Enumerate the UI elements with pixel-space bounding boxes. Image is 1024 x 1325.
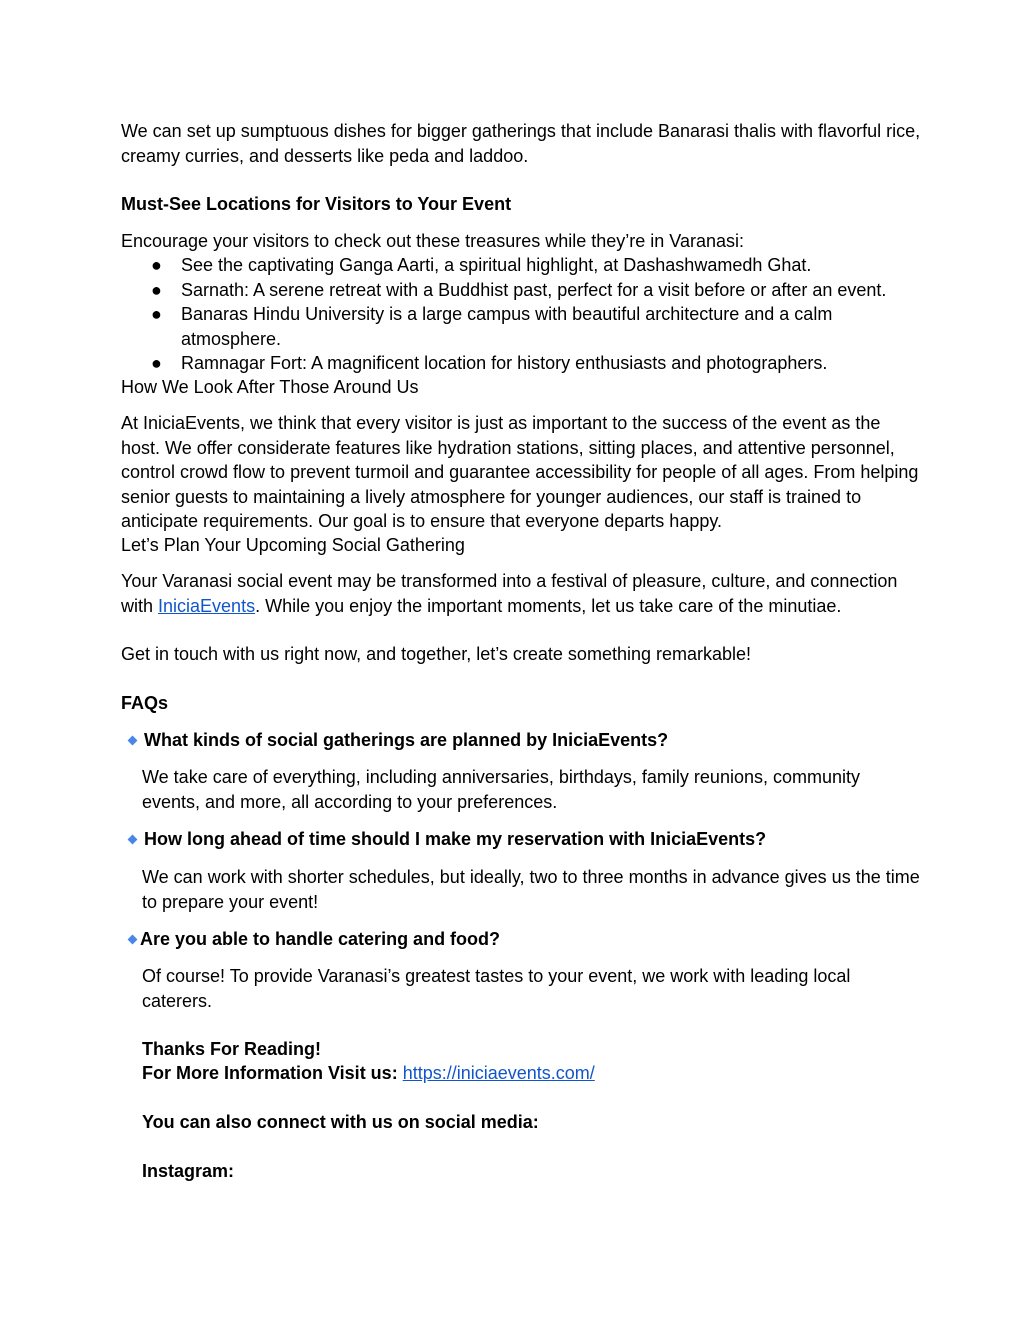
plan-paragraph: Your Varanasi social event may be transformed into a festival of pleasure, culture, and connection with IniciaEvents. While you enjoy the important moments, let us take care of the minutiae.: [121, 571, 898, 616]
instagram-label: Instagram:: [142, 1161, 235, 1181]
faq-question: Are you able to handle catering and food?: [126, 927, 921, 952]
bullet-icon: ●: [151, 279, 162, 300]
locations-list: [121, 253, 921, 376]
bullet-icon: ●: [151, 353, 162, 373]
faq-answer: We take care of everything, including anniversaries, birthdays, family reunions, community events, and more, all according to your preferences.: [142, 767, 860, 812]
list-item: ● Sarnath: A serene retreat with a Buddhist past, perfect for a visit before or after an event.: [121, 278, 921, 303]
bullet-icon: ●: [151, 304, 162, 324]
care-body: At IniciaEvents, we think that every visitor is just as important to the success of the event as the host. We offer considerate features like hydration stations, sitting places, and attentive personnel, control crowd flow to prevent turmoil and guarantee accessibility for people of all ages. From helping senior guests to maintaining a lively atmosphere for younger audiences, our staff is trained to anticipate requirements. Our goal is to ensure that everyone departs happy.: [121, 413, 919, 531]
iniciaevents-link[interactable]: IniciaEvents: [158, 595, 256, 616]
diamond-bullet-icon: [128, 735, 138, 745]
bullet-icon: ●: [151, 255, 162, 275]
faqs-heading: FAQs: [121, 693, 169, 713]
list-item: ● See the captivating Ganga Aarti, a spiritual highlight, at Dashashwamedh Ghat.: [121, 253, 921, 278]
locations-lead: Encourage your visitors to check out these treasures while they’re in Varanasi:: [121, 231, 744, 251]
care-heading: How We Look After Those Around Us: [121, 377, 419, 397]
website-link[interactable]: https://iniciaevents.com/: [402, 1063, 595, 1083]
list-item: ● Banaras Hindu University is a large campus with beautiful architecture and a calm atmosphere.: [151, 304, 833, 349]
faq-question: What kinds of social gatherings are planned by IniciaEvents?: [126, 728, 921, 753]
faq-question: How long ahead of time should I make my reservation with IniciaEvents?: [126, 827, 921, 852]
plan-heading: Let’s Plan Your Upcoming Social Gathering: [121, 535, 465, 555]
thanks-text: Thanks For Reading!: [142, 1039, 322, 1059]
locations-heading: Must-See Locations for Visitors to Your Event: [121, 194, 512, 214]
faq-answer: Of course! To provide Varanasi’s greatest tastes to your event, we work with leading local caterers.: [142, 966, 851, 1011]
faq-answer: We can work with shorter schedules, but ideally, two to three months in advance gives us the time to prepare your event!: [142, 867, 920, 912]
diamond-bullet-icon: [128, 834, 138, 844]
more-info-line: For More Information Visit us: https://iniciaevents.com/: [142, 1063, 595, 1083]
list-item: ● Ramnagar Fort: A magnificent location for history enthusiasts and photographers.: [121, 351, 921, 376]
intro-paragraph: We can set up sumptuous dishes for bigger gatherings that include Banarasi thalis with flavorful rice, creamy curries, and desserts like peda and laddoo.: [121, 121, 921, 166]
social-media-label: You can also connect with us on social media:: [142, 1112, 539, 1132]
diamond-bullet-icon: [128, 934, 138, 944]
plan-closing: Get in touch with us right now, and together, let’s create something remarkable!: [121, 644, 752, 664]
